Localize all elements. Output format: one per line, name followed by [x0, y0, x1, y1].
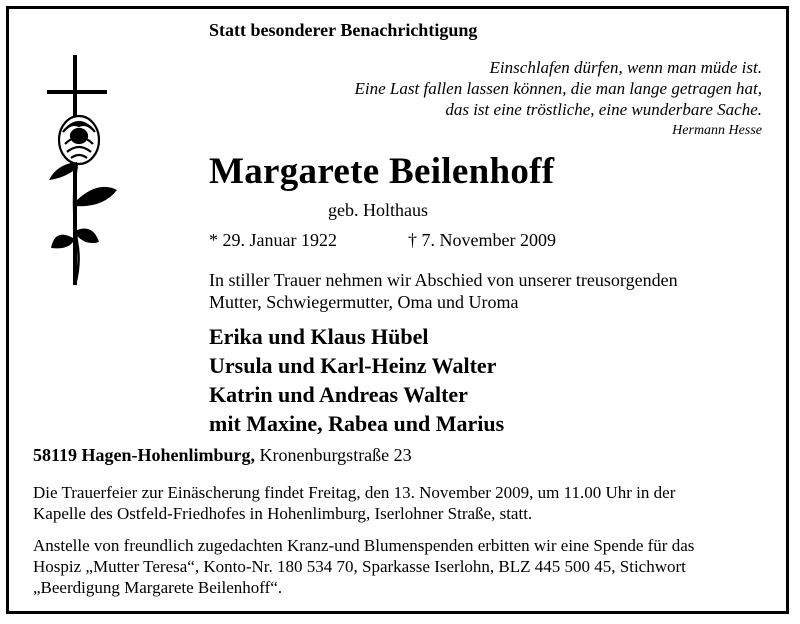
- donation-line: „Beerdigung Margarete Beilenhoff“.: [33, 578, 283, 597]
- quote-line: das ist eine tröstliche, eine wunderbare Sache.: [445, 100, 762, 119]
- donation-line: Anstelle von freundlich zugedachten Kranz-und Blumenspenden erbitten wir eine Spende für das: [33, 536, 695, 555]
- cross-with-rose-icon: [27, 52, 127, 287]
- quote-line: Einschlafen dürfen, wenn man müde ist.: [489, 58, 762, 77]
- quote-line: Eine Last fallen lassen können, die man lange getragen hat,: [354, 79, 762, 98]
- intro-line: In stiller Trauer nehmen wir Abschied von unserer treusorgenden: [209, 270, 678, 290]
- mourners-list: [209, 322, 504, 438]
- quote-author: Hermann Hesse: [672, 123, 762, 138]
- address-street: Kronenburgstraße 23: [259, 445, 412, 465]
- donation-info: [33, 535, 773, 598]
- mourner-entry: Erika und Klaus Hübel: [209, 324, 429, 349]
- deceased-name: Margarete Beilenhoff: [209, 151, 555, 192]
- intro-line: Mutter, Schwiegermutter, Oma und Uroma: [209, 292, 519, 312]
- death-date: † 7. November 2009: [408, 230, 556, 250]
- mourner-entry: Katrin und Andreas Walter: [209, 382, 468, 407]
- donation-line: Hospiz „Mutter Teresa“, Konto-Nr. 180 534 70, Sparkasse Iserlohn, BLZ 445 500 45, Stichwort: [33, 557, 686, 576]
- birth-date: * 29. Januar 1922: [209, 230, 337, 250]
- notice-header: Statt besonderer Benachrichtigung: [209, 20, 478, 40]
- address-city: 58119 Hagen-Hohenlimburg,: [33, 445, 256, 465]
- funeral-line: Kapelle des Ostfeld-Friedhofes in Hohenlimburg, Iserlohner Straße, statt.: [33, 504, 533, 523]
- address: [33, 445, 412, 466]
- maiden-name: geb. Holthaus: [328, 200, 428, 220]
- funeral-info: [33, 482, 773, 524]
- mourner-entry: Ursula und Karl-Heinz Walter: [209, 353, 497, 378]
- funeral-line: Die Trauerfeier zur Einäscherung findet Freitag, den 13. November 2009, um 11.00 Uhr in der: [33, 483, 676, 502]
- mourner-entry: mit Maxine, Rabea und Marius: [209, 411, 505, 436]
- quote-block: [242, 57, 762, 120]
- intro-text: [209, 269, 779, 313]
